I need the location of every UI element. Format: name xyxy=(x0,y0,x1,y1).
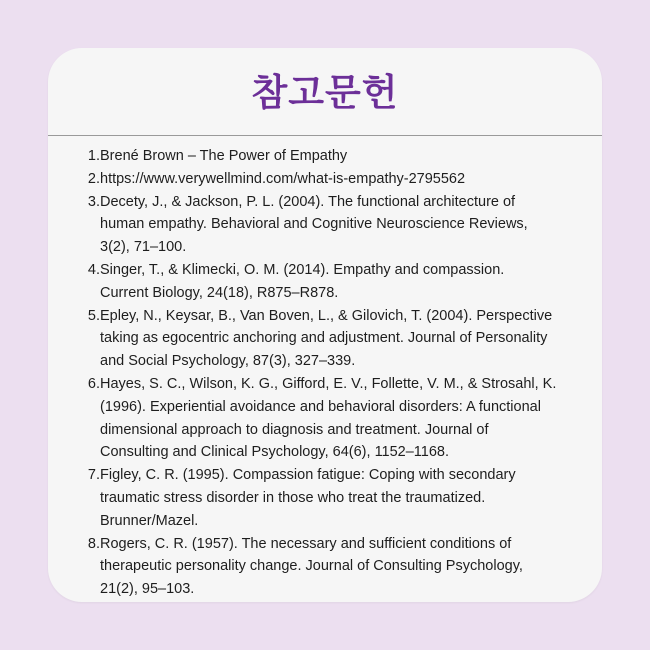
page-title: 참고문헌 xyxy=(251,71,399,114)
references-card xyxy=(48,48,602,602)
reference-text: Hayes, S. C., Wilson, K. G., Gifford, E. V., Follette, V. M., & Strosahl, K. (1996). Experiential avoidance and behavioral disorders: A functional dimensional approach to diagnosis and treatment. Journal of Consulting and Clinical Psychology, 64(6), 1152–1168. xyxy=(100,375,557,461)
reference-number: 2. xyxy=(87,170,100,187)
reference-item-8 xyxy=(78,533,578,601)
reference-list xyxy=(78,145,578,601)
reference-number: 7. xyxy=(87,467,100,484)
reference-text: Singer, T., & Klimecki, O. M. (2014). Empathy and compassion. Current Biology, 24(18), R875–R878. xyxy=(100,261,505,301)
reference-item-6 xyxy=(78,373,578,464)
reference-item-3 xyxy=(78,191,578,259)
title-divider xyxy=(48,135,602,136)
reference-item-7 xyxy=(78,464,578,532)
reference-item-1 xyxy=(78,145,578,168)
reference-item-2 xyxy=(78,168,578,191)
reference-text: Brené Brown – The Power of Empathy xyxy=(100,148,348,164)
reference-text: Epley, N., Keysar, B., Van Boven, L., & Gilovich, T. (2004). Perspective taking as egocentric anchoring and adjustment. Journal of Personality and Social Psychology, 87(3), 327–339. xyxy=(100,307,553,370)
reference-text: https://www.verywellmind.com/what-is-empathy-2795562 xyxy=(100,170,466,187)
reference-number: 5. xyxy=(87,307,100,324)
reference-text: Rogers, C. R. (1957). The necessary and sufficient conditions of therapeutic personality change. Journal of Consulting Psychology, 21(2), 95–103. xyxy=(100,535,523,598)
reference-text: Decety, J., & Jackson, P. L. (2004). The functional architecture of human empathy. Behavioral and Cognitive Neuroscience Reviews, 3(2), 71–100. xyxy=(100,193,528,256)
reference-item-4 xyxy=(78,259,578,305)
reference-number: 4. xyxy=(87,261,100,278)
reference-number: 8. xyxy=(87,535,100,552)
reference-item-5 xyxy=(78,305,578,373)
reference-number: 1. xyxy=(87,148,100,164)
reference-number: 3. xyxy=(87,193,100,210)
reference-text: Figley, C. R. (1995). Compassion fatigue: Coping with secondary traumatic stress disorder in those who treat the traumatized. Brunner/Mazel. xyxy=(100,467,516,529)
reference-number: 6. xyxy=(87,375,100,392)
